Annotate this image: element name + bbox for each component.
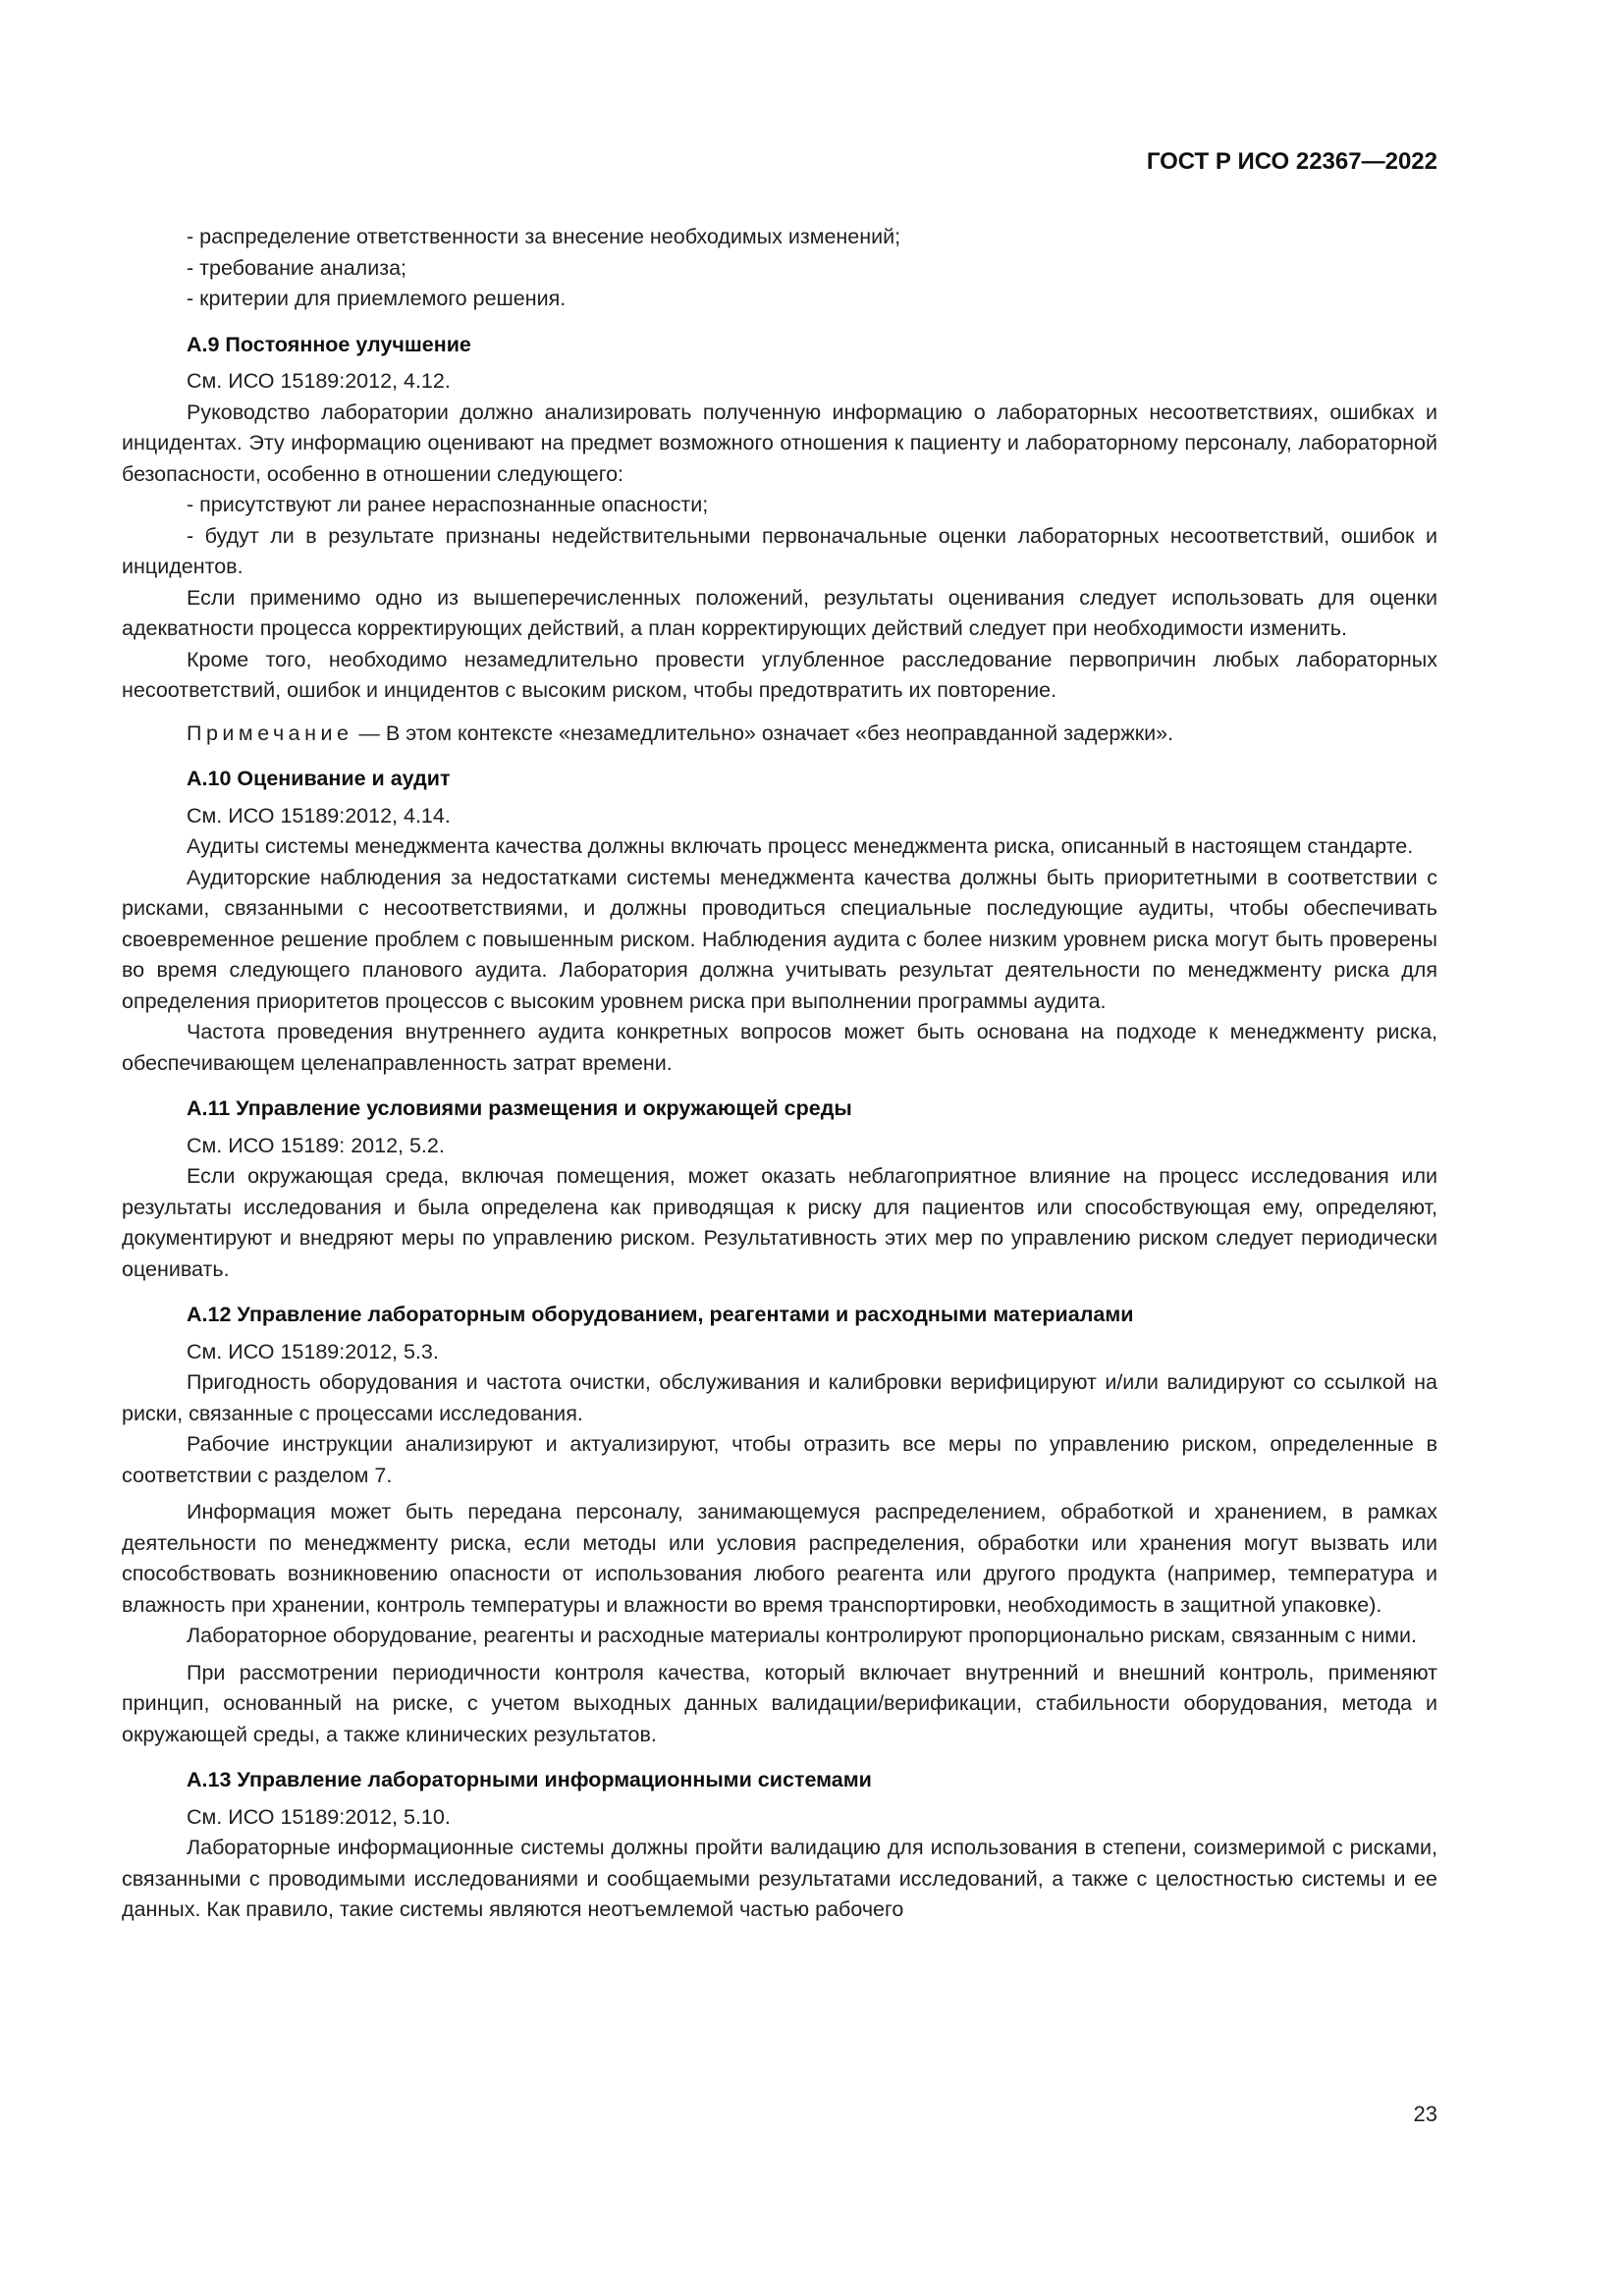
paragraph: Аудиты системы менеджмента качества должны включать процесс менеджмента риска, описанный в настоящем стандарте. [187, 834, 1414, 858]
paragraph: Лабораторное оборудование, реагенты и расходные материалы контролируют пропорционально рискам, связанным с ними. [187, 1624, 1418, 1647]
paragraph: При рассмотрении периодичности контроля качества, который включает внутренний и внешний контроль, применяют принцип, основанный на риске, с учетом выходных данных валидации/верификации, стабильности оборудования, метода и окружающей среды, а также клинических результатов. [122, 1660, 1437, 1746]
paragraph: Руководство лаборатории должно анализировать полученную информацию о лабораторных несоответствиях, ошибках и инцидентах. Эту информацию оценивают на предмет возможного отношения к пациенту и лабораторному персоналу, лабораторной безопасности, особенно в отношении следующего: [122, 400, 1437, 486]
paragraph: Аудиторские наблюдения за недостатками системы менеджмента качества должны быть приоритетными в соответствии с рисками, связанными с несоответствиями, и должны проводиться специальные последующие аудиты, чтобы обеспечивать своевременное решение проблем с повышенным риском. Наблюдения аудита с более низким уровнем риска могут быть проверены во время следующего планового аудита. Лаборатория должна учитывать результат деятельности по менеджменту риска для определения приоритетов процессов с высоким уровнем риска при выполнении программы аудита. [122, 865, 1437, 1013]
page-number: 23 [1413, 2102, 1437, 2126]
section-heading-a10: А.10 Оценивание и аудит [187, 767, 451, 790]
document-id-header: ГОСТ Р ИСО 22367—2022 [1146, 148, 1437, 175]
paragraph: Кроме того, необходимо незамедлительно провести углубленное расследование первопричин любых лабораторных несоответствий, ошибок и инцидентов с высоким риском, чтобы предотвратить их повторение. [122, 647, 1437, 702]
section-reference: См. ИСО 15189: 2012, 5.2. [187, 1133, 445, 1157]
paragraph: Рабочие инструкции анализируют и актуализируют, чтобы отразить все меры по управлению риском, определенные в соответствии с разделом 7. [122, 1432, 1437, 1487]
paragraph: Если окружающая среда, включая помещения, может оказать неблагоприятное влияние на процесс исследования или результаты исследования и была определена как приводящая к риску для пациентов или способствующая ему, определяют, документируют и внедряют меры по управлению риском. Результативность этих мер по управлению риском следует периодически оценивать. [122, 1164, 1437, 1281]
paragraph: Если применимо одно из вышеперечисленных положений, результаты оценивания следует использовать для оценки адекватности процесса корректирующих действий, а план корректирующих действий следует при необходимости изменить. [122, 585, 1437, 640]
section-reference: См. ИСО 15189:2012, 5.10. [187, 1804, 451, 1829]
list-item: - требование анализа; [187, 255, 407, 280]
note-label: Примечание [187, 721, 353, 745]
paragraph: Пригодность оборудования и частота очистки, обслуживания и калибровки верифицируют и/или валидируют со ссылкой на риски, связанные с процессами исследования. [122, 1370, 1437, 1425]
note-text: — В этом контексте «незамедлительно» означает «без неоправданной задержки». [352, 721, 1174, 745]
section-heading-a9: А.9 Постоянное улучшение [187, 332, 471, 356]
section-reference: См. ИСО 15189:2012, 4.12. [187, 369, 451, 393]
paragraph: Лабораторные информационные системы должны пройти валидацию для использования в степени, соизмеримой с рисками, связанными с проводимыми исследованиями и сообщаемыми результатами исследований, а также с целостностью системы и ее данных. Как правило, такие системы являются неотъемлемой частью рабочего [122, 1836, 1437, 1921]
section-heading-a13: А.13 Управление лабораторными информационными системами [187, 1768, 872, 1791]
list-item: - распределение ответственности за внесение необходимых изменений; [187, 225, 901, 248]
list-item: - будут ли в результате признаны недействительными первоначальные оценки лабораторных несоответствий, ошибок и инцидентов. [122, 523, 1437, 578]
section-heading-a11: А.11 Управление условиями размещения и окружающей среды [187, 1096, 852, 1120]
section-reference: См. ИСО 15189:2012, 4.14. [187, 803, 451, 828]
page-body [122, 222, 1437, 1926]
section-heading-a12: А.12 Управление лабораторным оборудованием, реагентами и расходными материалами [187, 1303, 1134, 1326]
paragraph: Информация может быть передана персоналу, занимающемуся распределением, обработкой и хранением, в рамках деятельности по менеджменту риска, если методы или условия распределения, обработки или хранения могут вызвать или способствовать возникновению опасности от использования любого реагента или другого продукта (например, температура и влажность при хранении, контроль температуры и влажности во время транспортировки, необходимость в защитной упаковке). [122, 1500, 1437, 1617]
list-item: - присутствуют ли ранее нераспознанные опасности; [187, 493, 709, 516]
section-reference: См. ИСО 15189:2012, 5.3. [187, 1339, 439, 1363]
paragraph: Частота проведения внутреннего аудита конкретных вопросов может быть основана на подходе к менеджменту риска, обеспечивающем целенаправленность затрат времени. [122, 1020, 1437, 1075]
note [187, 719, 1437, 750]
list-item: - критерии для приемлемого решения. [187, 287, 567, 310]
